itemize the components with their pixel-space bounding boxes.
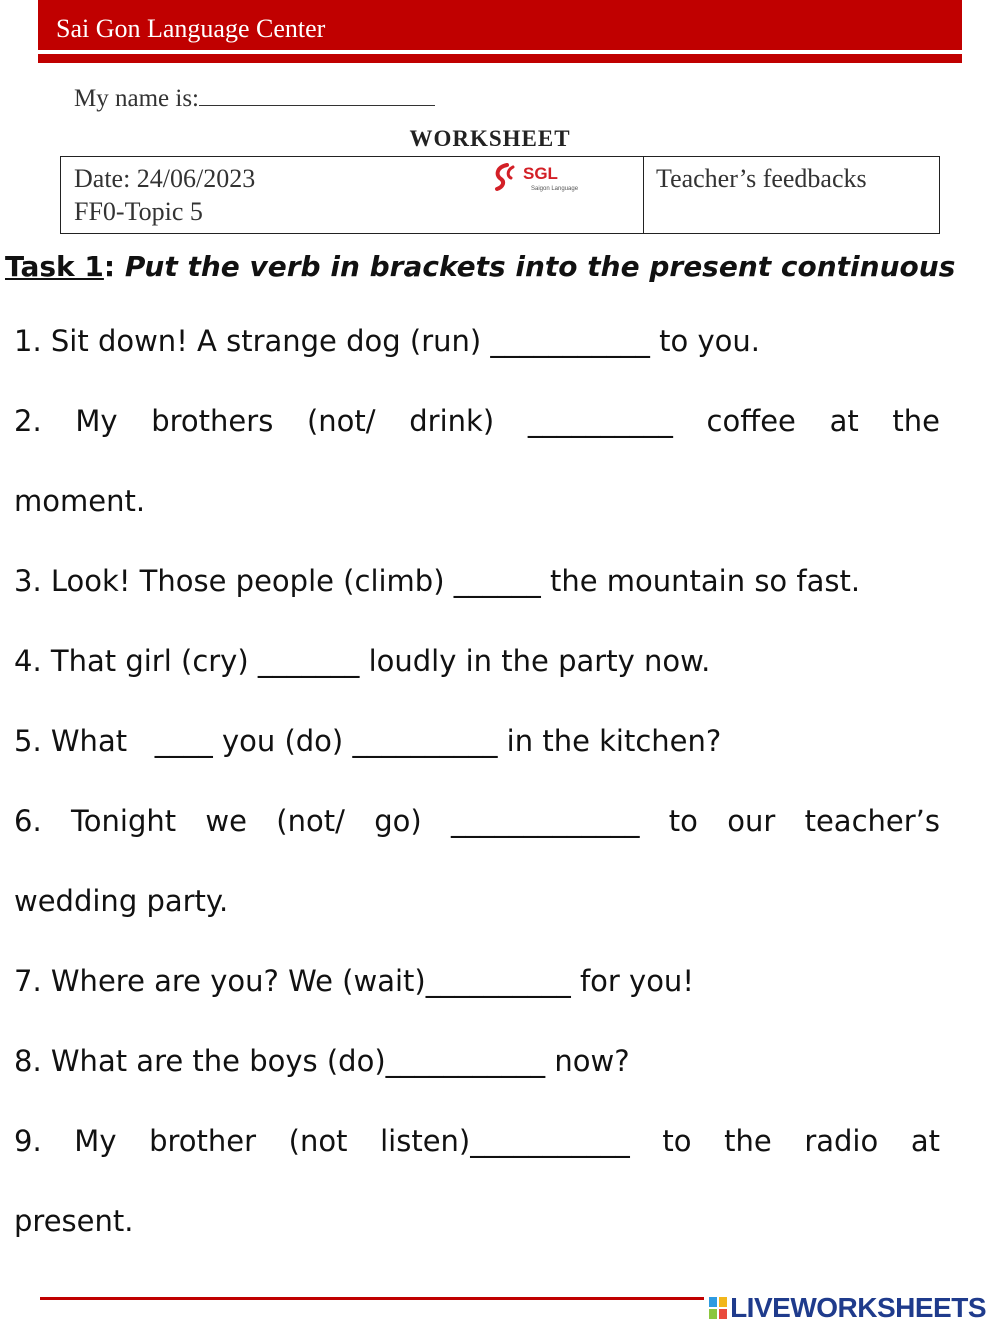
worksheet-title: WORKSHEET <box>409 126 571 151</box>
task-label: Task 1 <box>5 250 104 283</box>
date-text: Date: 24/06/2023 <box>74 164 256 193</box>
question-9-continued: present. <box>14 1204 134 1238</box>
question-2-continued: moment. <box>14 484 146 518</box>
question-6-continued: wedding party. <box>14 884 229 918</box>
teacher-feedback-label: Teacher’s feedbacks <box>656 164 867 193</box>
name-blank[interactable] <box>199 83 435 106</box>
header-divider <box>38 54 962 63</box>
question-3: 3. Look! Those people (climb) ______ the mountain so fast. <box>14 564 861 598</box>
task-instruction: Put the verb in brackets into the present continuous <box>115 250 956 283</box>
name-row <box>74 83 435 113</box>
liveworksheets-text: LIVEWORKSHEETS <box>730 1292 986 1323</box>
question-6: 6. Tonight we (not/ go) _____________ to our teacher’s <box>14 804 940 838</box>
name-label: My name is: <box>74 85 199 112</box>
sgl-logo-icon <box>493 161 587 193</box>
question-5: 5. What ____ you (do) __________ in the kitchen? <box>14 724 722 758</box>
liveworksheets-logo-icon <box>708 1296 728 1320</box>
task-heading <box>5 250 955 283</box>
question-2: 2. My brothers (not/ drink) __________ coffee at the <box>14 404 940 438</box>
info-left-cell <box>61 157 644 233</box>
question-4: 4. That girl (cry) _______ loudly in the party now. <box>14 644 711 678</box>
logo-subtext: Saigon Language <box>531 186 579 192</box>
liveworksheets-brand[interactable] <box>704 1292 986 1324</box>
question-8: 8. What are the boys (do)___________ now? <box>14 1044 630 1078</box>
center-name: Sai Gon Language Center <box>56 14 326 43</box>
question-7: 7. Where are you? We (wait)__________ for you! <box>14 964 694 998</box>
question-1: 1. Sit down! A strange dog (run) ___________ to you. <box>14 324 760 358</box>
info-table <box>60 156 940 234</box>
topic-text: FF0-Topic 5 <box>74 197 203 226</box>
question-9: 9. My brother (not listen)___________ to the radio at <box>14 1124 940 1158</box>
logo-text: SGL <box>523 164 558 183</box>
header-bar <box>38 0 962 50</box>
task-colon: : <box>103 250 116 283</box>
